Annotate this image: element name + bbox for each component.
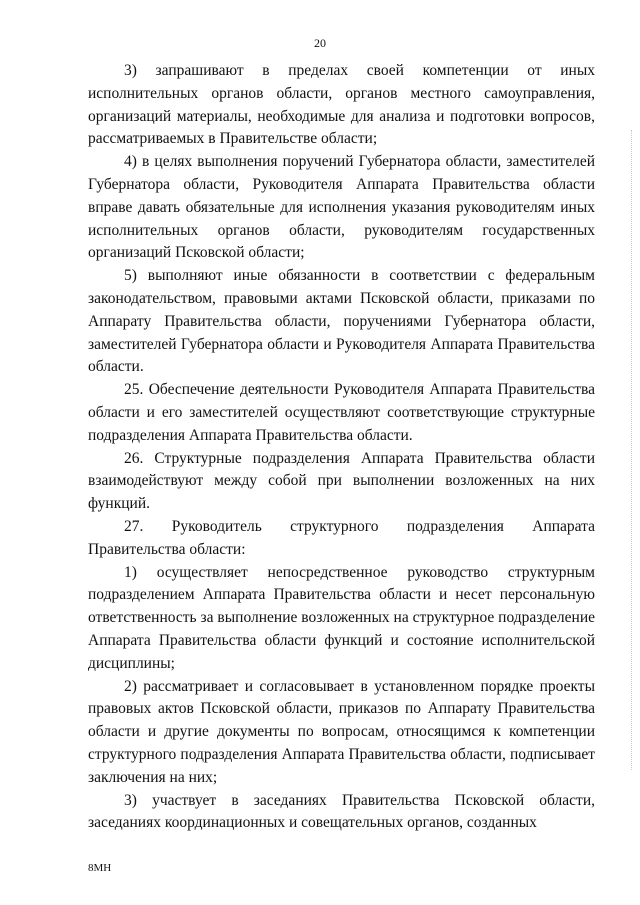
document-body <box>88 60 595 835</box>
paragraph-item-3-request-materials: 3) запрашивают в пределах своей компетенции от иных исполнительных органов области, органов местного самоуправления, организаций материалы, необходимые для анализа и подготовки вопросов, рассматриваемых в Правительстве области; <box>88 62 595 148</box>
scan-edge-line <box>631 130 633 770</box>
paragraph-item-3-participation: 3) участвует в заседаниях Правительства Псковской области, заседаниях координационных и совещательных органов, созданных <box>88 791 595 832</box>
page-number: 20 <box>314 36 326 50</box>
paragraph-item-5-other-duties: 5) выполняют иные обязанности в соответствии с федеральным законодательством, правовыми актами Псковской области, приказами по Аппарату Правительства области, поручениями Губернатора области, заместителей Губернатора области и Руководителя Аппарата Правительства области. <box>88 267 595 376</box>
paragraph-clause-27: 27. Руководитель структурного подразделения Аппарата Правительства области: <box>88 517 595 558</box>
paragraph-item-2-review-drafts: 2) рассматривает и согласовывает в установленном порядке проекты правовых актов Псковской области, приказов по Аппарату Правительства области и другие документы по вопросам, относящимся к компетенции структурного подразделения Аппарата Правительства области, подписывает заключения на них; <box>88 677 595 786</box>
footer-document-code: 8МН <box>88 862 112 874</box>
paragraph-clause-26: 26. Структурные подразделения Аппарата Правительства области взаимодействуют между собой при выполнении возложенных на них функций. <box>88 449 595 513</box>
paragraph-item-1-direct-management: 1) осуществляет непосредственное руководство структурным подразделением Аппарата Правительства области и несет персональную ответственность за выполнение возложенных на структурное подразделение Аппарата Правительства области функций и состояние исполнительской дисциплины; <box>88 563 595 672</box>
paragraph-item-4-binding-instructions: 4) в целях выполнения поручений Губернатора области, заместителей Губернатора области, Руководителя Аппарата Правительства области вправе давать обязательные для исполнения указания руководителям иных исполнительных органов области, руководителям государственных организаций Псковской области; <box>88 153 595 262</box>
paragraph-clause-25: 25. Обеспечение деятельности Руководителя Аппарата Правительства области и его заместителей осуществляют соответствующие структурные подразделения Аппарата Правительства области. <box>88 381 595 444</box>
